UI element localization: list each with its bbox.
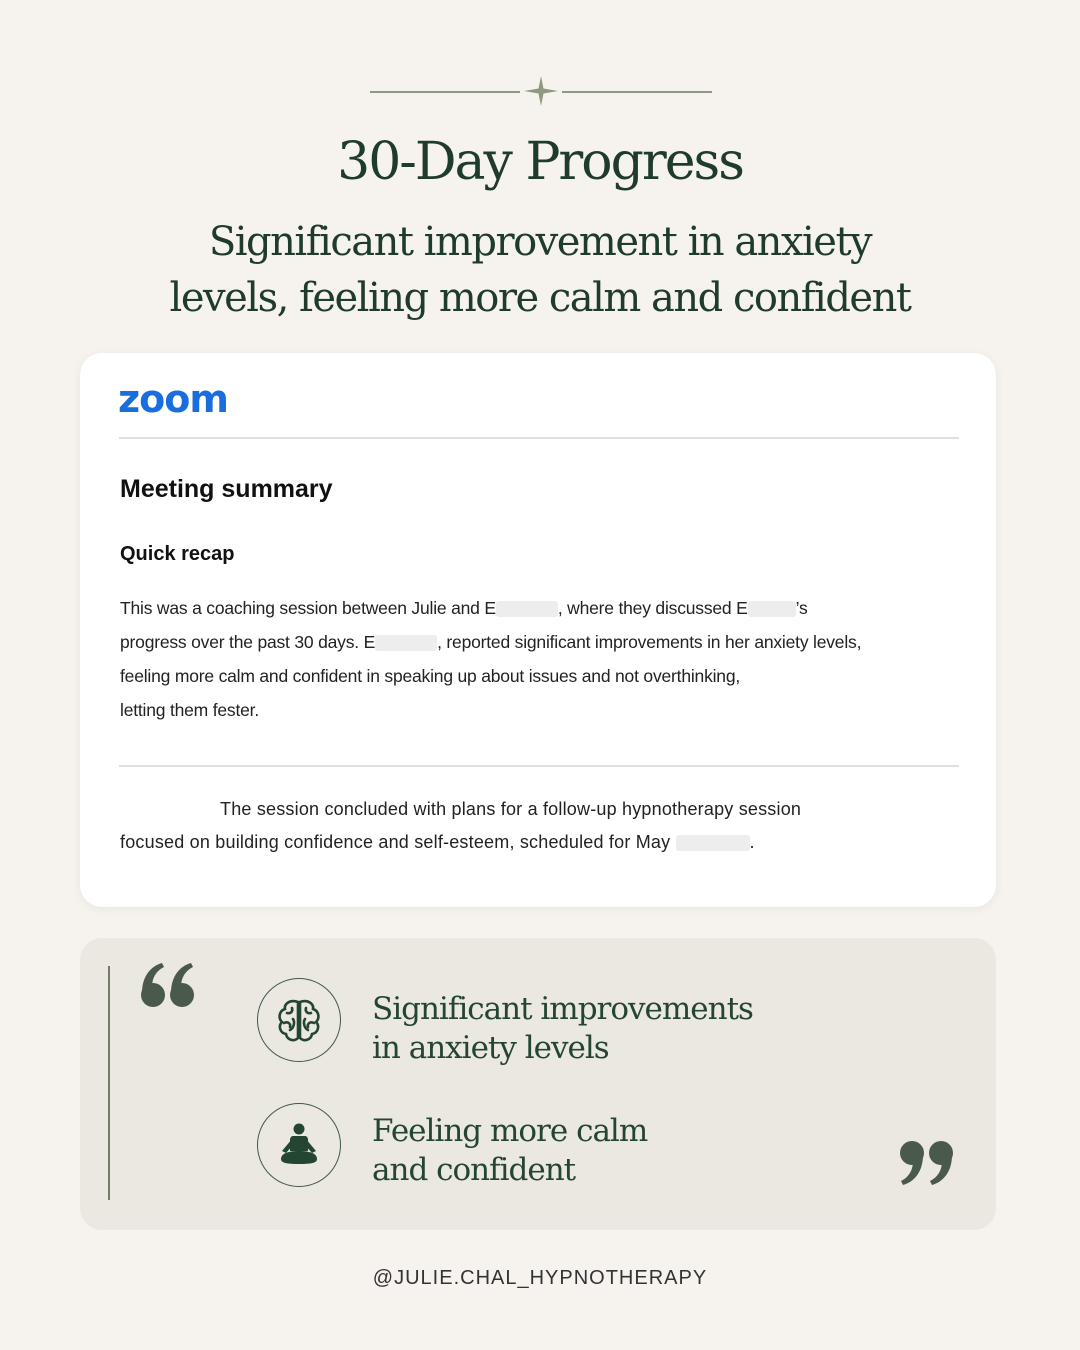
redacted-name: [375, 635, 437, 651]
ornament-line-left: [370, 91, 520, 93]
redacted-name: [748, 601, 796, 617]
quick-recap-heading: Quick recap: [120, 543, 235, 565]
open-quote-icon: [140, 958, 196, 1010]
card-divider: [119, 765, 959, 767]
recap-text-segment: This was a coaching session between Julie and E: [120, 598, 496, 618]
redacted-name: [496, 601, 558, 617]
zoom-logo: zoom: [118, 377, 228, 421]
testimonial-panel: [80, 938, 996, 1230]
benefit-calm: [372, 1112, 647, 1190]
subtitle-line: levels, feeling more calm and confident: [169, 275, 911, 321]
benefit-anxiety: [372, 990, 753, 1068]
meditation-icon-badge: [257, 1103, 341, 1187]
close-quote-icon: [898, 1138, 954, 1190]
page-subtitle: [0, 214, 1080, 326]
recap-line: [120, 591, 980, 625]
sparkle-icon: [524, 76, 558, 106]
brain-icon-badge: [257, 978, 341, 1062]
page-title: 30-Day Progress: [337, 132, 743, 192]
conclusion-text-segment: .: [749, 832, 755, 852]
recap-text-segment: , where they discussed E: [557, 598, 748, 618]
benefit-line: Significant improvements: [372, 991, 753, 1027]
recap-text-segment: , reported significant improvements in her anxiety levels,: [437, 632, 862, 652]
instagram-handle: @JULIE.CHAL_HYPNOTHERAPY: [372, 1267, 708, 1289]
ornament-line-right: [562, 91, 712, 93]
recap-line: letting them fester.: [120, 700, 259, 720]
recap-line: [120, 625, 980, 659]
zoom-summary-card: [80, 353, 996, 907]
recap-text-segment: progress over the past 30 days. E: [120, 632, 376, 652]
divider-ornament: [370, 78, 712, 104]
card-divider: [119, 437, 959, 439]
meditation-icon: [275, 1121, 323, 1169]
conclusion-line: The session concluded with plans for a follow-up hypnotherapy session: [220, 799, 802, 819]
brain-icon: [275, 997, 323, 1043]
recap-text-segment: ’s: [795, 598, 808, 618]
recap-line: feeling more calm and confident in speaking up about issues and not overthinking,: [120, 666, 741, 686]
benefit-line: and confident: [372, 1152, 576, 1188]
redacted-date: [676, 835, 750, 851]
conclusion-line: [120, 826, 980, 859]
recap-text: [120, 591, 980, 727]
quote-accent-bar: [108, 966, 110, 1200]
benefit-line: Feeling more calm: [372, 1113, 648, 1149]
benefit-line: in anxiety levels: [372, 1030, 609, 1066]
conclusion-text-segment: focused on building confidence and self-esteem, scheduled for May: [120, 832, 671, 852]
subtitle-line: Significant improvement in anxiety: [208, 219, 872, 265]
meeting-summary-heading: Meeting summary: [120, 475, 333, 503]
conclusion-text: [120, 793, 980, 859]
